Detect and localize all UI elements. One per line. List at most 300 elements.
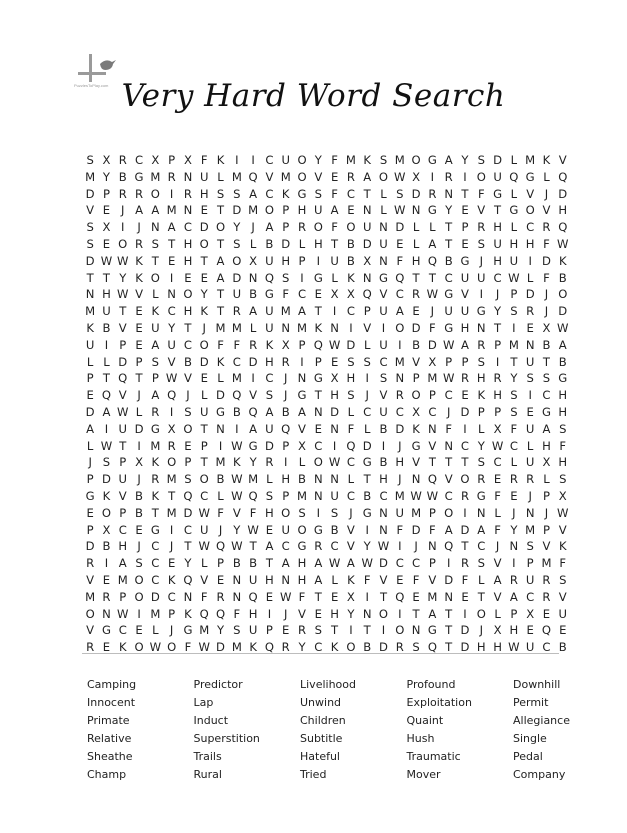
grid-letter: C [281,539,290,554]
grid-letter: H [265,572,274,587]
grid-letter: J [137,539,141,554]
grid-letter: D [379,640,388,655]
grid-letter: V [118,320,127,335]
grid-letter: F [543,236,550,251]
grid-letter: J [430,304,435,319]
grid-letter: I [104,556,109,571]
grid-letter: M [215,455,226,470]
grid-letter: S [86,220,94,235]
grid-letter: T [184,320,192,335]
grid-letter: O [232,253,242,268]
grid-letter: C [395,287,404,302]
grid-letter: B [444,253,453,268]
grid-letter: G [411,438,421,453]
grid-letter: R [460,488,469,503]
grid-letter: E [184,438,192,453]
grid-letter: F [429,522,436,537]
grid-letter: D [134,421,144,436]
grid-row [82,303,571,320]
grid-letter: R [542,572,551,587]
grid-letter: U [525,421,535,436]
grid-letter: X [249,253,258,268]
grid-letter: T [249,539,257,554]
grid-letter: G [541,404,551,419]
grid-letter: A [118,556,127,571]
grid-letter: G [493,186,503,201]
grid-letter: H [118,539,128,554]
grid-letter: S [330,505,339,520]
grid-letter: K [412,421,420,436]
grid-letter: N [444,438,454,453]
grid-letter: T [314,589,322,604]
grid-letter: L [152,623,159,638]
word-item: Profound [406,678,456,691]
grid-letter: O [281,505,291,520]
grid-row [82,572,571,589]
grid-letter: D [395,220,405,235]
grid-letter: N [379,253,388,268]
grid-letter: Y [510,371,518,386]
grid-letter: C [151,572,160,587]
grid-letter: I [495,354,500,369]
grid-letter: I [398,539,402,554]
grid-letter: Y [363,539,371,554]
grid-letter: R [526,304,535,319]
grid-row [82,421,571,438]
grid-letter: P [86,472,94,487]
grid-letter: D [118,354,128,369]
grid-letter: E [396,236,404,251]
grid-letter: A [314,556,323,571]
grid-letter: C [395,404,404,419]
grid-letter: Q [215,606,226,621]
grid-letter: I [381,320,386,335]
grid-letter: T [135,371,143,386]
grid-letter: S [363,354,371,369]
grid-letter: L [86,354,94,369]
grid-letter: V [558,153,567,167]
word-item: Single [513,732,547,745]
grid-letter: K [118,640,127,655]
grid-letter: H [199,186,209,201]
word-item: Camping [87,678,137,691]
grid-letter: R [135,236,144,251]
grid-letter: S [102,455,111,470]
grid-letter: R [395,388,404,403]
grid-letter: M [525,522,536,537]
word-item: Livelihood [300,678,356,691]
grid-letter: S [379,153,388,167]
grid-letter: E [200,203,208,218]
grid-letter: R [542,589,551,604]
grid-letter: C [314,640,323,655]
grid-letter: H [102,287,111,302]
grid-letter: J [479,253,483,268]
grid-letter: I [235,421,239,436]
grid-letter: P [494,404,502,419]
grid-letter: M [231,169,242,184]
grid-letter: P [168,606,176,621]
grid-letter: S [298,505,306,520]
grid-letter: B [232,404,241,419]
grid-letter: M [215,320,226,335]
grid-letter: E [330,589,339,604]
grid-letter: I [463,606,467,621]
grid-letter: W [426,488,439,503]
grid-letter: R [477,220,486,235]
grid-letter: Q [558,220,568,235]
grid-letter: W [279,589,292,604]
grid-letter: B [118,169,127,184]
grid-letter: K [167,572,176,587]
grid-letter: D [330,404,340,419]
grid-letter: C [297,287,307,302]
grid-letter: G [460,253,470,268]
grid-letter: A [428,236,437,251]
grid-letter: Y [168,320,176,335]
grid-letter: V [477,203,486,218]
grid-letter: O [476,169,486,184]
word-item: Mover [406,768,441,781]
grid-letter: V [135,287,143,302]
grid-letter: K [216,354,225,369]
grid-letter: M [85,589,96,604]
grid-letter: F [331,186,338,201]
grid-letter: I [218,438,223,453]
grid-letter: T [119,304,127,319]
grid-letter: S [135,556,143,571]
grid-letter: D [362,438,372,453]
grid-letter: E [135,522,143,537]
grid-letter: M [394,354,405,369]
grid-letter: L [347,472,355,487]
grid-letter: H [558,455,568,470]
grid-letter: E [330,354,339,369]
grid-letter: J [398,472,402,487]
grid-letter: P [282,488,290,503]
grid-letter: O [378,606,389,621]
grid-letter: D [85,253,95,268]
grid-letter: M [541,556,552,571]
grid-letter: I [300,354,304,369]
word-item: Tried [300,768,327,781]
grid-letter: Q [427,253,437,268]
grid-letter: E [86,388,94,403]
grid-letter: O [118,236,128,251]
grid-letter: A [249,186,258,201]
grid-letter: C [151,539,160,554]
grid-letter: U [330,488,339,503]
grid-letter: H [411,253,421,268]
grid-letter: A [298,404,306,419]
grid-letter: E [542,606,551,621]
grid-letter: U [85,337,95,352]
grid-letter: V [314,169,323,184]
grid-letter: I [137,606,141,621]
grid-letter: J [284,371,288,386]
grid-letter: B [183,354,192,369]
grid-letter: O [199,472,209,487]
grid-letter: R [281,640,290,655]
grid-letter: U [118,421,127,436]
grid-letter: N [379,522,388,537]
grid-letter: L [298,455,306,470]
grid-row [82,286,571,303]
grid-letter: I [300,270,304,285]
grid-letter: E [265,589,274,604]
grid-letter: J [202,320,206,335]
grid-letter: K [102,488,111,503]
grid-letter: Q [362,287,372,302]
grid-letter: B [102,539,111,554]
grid-letter: Q [183,488,193,503]
grid-letter: W [508,640,520,655]
grid-letter: I [121,220,125,235]
grid-letter: E [135,623,143,638]
grid-letter: Y [477,438,485,453]
grid-letter: L [249,236,257,251]
grid-letter: P [428,388,436,403]
grid-row [82,236,571,253]
grid-letter: K [86,320,94,335]
grid-letter: L [380,203,387,218]
grid-letter: W [117,253,129,268]
grid-letter: C [526,220,535,235]
grid-letter: F [249,505,257,520]
grid-letter: B [363,640,372,655]
grid-letter: U [379,337,388,352]
grid-row [82,505,571,522]
grid-letter: W [508,270,520,285]
grid-letter: D [281,236,291,251]
grid-letter: V [298,606,306,621]
grid-letter: J [137,388,141,403]
grid-letter: U [493,169,502,184]
grid-letter: W [117,404,129,419]
grid-letter: G [297,388,307,403]
grid-letter: Q [199,606,209,621]
grid-letter: T [461,455,469,470]
grid-letter: T [314,304,322,319]
grid-letter: G [313,371,323,386]
grid-letter: V [232,505,241,520]
grid-letter: B [102,320,111,335]
grid-letter: H [493,220,502,235]
grid-letter: Q [167,388,177,403]
grid-letter: B [558,640,567,655]
grid-letter: B [135,488,144,503]
grid-letter: S [184,404,192,419]
grid-letter: D [493,153,503,167]
grid-letter: Q [248,488,258,503]
grid-letter: N [330,320,339,335]
grid-letter: Q [215,539,226,554]
grid-row [82,589,571,606]
grid-letter: I [251,371,255,386]
grid-letter: U [444,304,453,319]
grid-letter: R [477,472,486,487]
grid-letter: E [102,640,111,655]
grid-letter: N [183,203,193,218]
grid-letter: J [218,522,223,537]
grid-letter: N [411,203,421,218]
grid-letter: X [330,371,339,386]
grid-letter: U [232,287,242,302]
grid-letter: T [494,320,502,335]
grid-letter: F [396,522,404,537]
grid-letter: L [429,220,436,235]
grid-letter: I [349,320,353,335]
grid-letter: M [150,606,161,621]
word-item: Primate [87,714,130,727]
grid-letter: C [428,404,437,419]
grid-letter: R [314,539,323,554]
grid-letter: E [102,236,111,251]
grid-letter: H [330,388,339,403]
grid-letter: L [200,556,208,571]
grid-letter: H [509,236,519,251]
grid-letter: Q [281,421,291,436]
word-column [407,676,514,784]
grid-letter: J [544,304,549,319]
grid-letter: F [233,606,241,621]
grid-letter: T [412,606,420,621]
grid-letter: L [510,220,518,235]
grid-letter: A [444,522,453,537]
grid-letter: T [428,270,436,285]
grid-letter: R [135,186,144,201]
letter-grid [82,152,571,656]
word-item: Subtitle [300,732,343,745]
page-title: Very Hard Word Search [121,78,506,114]
grid-letter: I [463,421,467,436]
grid-letter: W [117,606,129,621]
grid-letter: D [460,404,470,419]
grid-letter: O [167,455,177,470]
grid-letter: P [282,220,290,235]
grid-letter: B [265,236,274,251]
grid-letter: O [134,640,144,655]
grid-letter: E [493,472,502,487]
grid-letter: H [525,236,535,251]
grid-letter: G [150,522,160,537]
grid-letter: N [362,203,372,218]
grid-letter: S [347,388,355,403]
grid-letter: M [345,153,356,167]
grid-letter: J [284,388,288,403]
grid-letter: B [542,337,551,352]
grid-letter: W [557,236,569,251]
grid-letter: K [347,572,355,587]
grid-letter: U [281,153,290,167]
grid-letter: P [510,287,518,302]
grid-letter: W [426,287,439,302]
grid-letter: J [544,287,549,302]
grid-letter: A [363,169,372,184]
word-item: Company [513,768,566,781]
grid-letter: N [411,472,421,487]
grid-letter: R [102,589,111,604]
grid-letter: N [444,589,454,604]
grid-letter: P [86,522,94,537]
grid-letter: D [216,388,225,403]
grid-letter: P [119,455,127,470]
grid-letter: T [510,354,518,369]
grid-letter: L [510,455,518,470]
grid-letter: U [379,404,388,419]
grid-row [82,253,571,270]
grid-letter: C [379,488,388,503]
grid-letter: T [445,623,453,638]
grid-letter: G [248,438,258,453]
grid-letter: S [526,539,534,554]
grid-letter: C [314,438,323,453]
grid-letter: Q [248,169,258,184]
grid-letter: E [135,337,143,352]
grid-letter: F [559,556,567,571]
word-item: Downhill [513,678,561,691]
grid-letter: U [525,354,535,369]
grid-letter: U [460,304,470,319]
grid-letter: C [477,539,486,554]
grid-letter: S [151,354,160,369]
grid-row [82,370,571,387]
grid-letter: C [509,438,518,453]
grid-letter: U [493,236,502,251]
grid-letter: P [494,337,502,352]
grid-letter: D [346,337,356,352]
grid-letter: B [216,472,225,487]
grid-letter: L [135,404,143,419]
grid-letter: G [85,488,95,503]
grid-letter: Q [118,371,128,386]
grid-letter: C [493,455,502,470]
grid-letter: H [265,354,274,369]
grid-row [82,387,571,404]
grid-letter: J [495,539,500,554]
grid-letter: K [151,304,160,319]
grid-letter: F [445,421,453,436]
grid-letter: D [183,505,193,520]
grid-letter: J [544,505,549,520]
grid-letter: G [297,186,307,201]
grid-letter: L [494,606,501,621]
grid-letter: J [446,404,451,419]
grid-letter: O [476,606,486,621]
grid-letter: W [231,472,243,487]
grid-letter: X [151,153,160,167]
grid-letter: U [167,337,176,352]
grid-letter: Y [445,203,453,218]
grid-letter: M [248,472,259,487]
grid-letter: W [165,371,178,386]
grid-letter: D [216,640,225,655]
grid-letter: M [427,589,438,604]
grid-letter: S [477,556,485,571]
grid-letter: E [86,505,94,520]
grid-letter: L [103,354,110,369]
grid-letter: P [86,371,94,386]
grid-letter: E [167,556,176,571]
grid-letter: I [528,388,532,403]
grid-letter: W [198,505,210,520]
grid-letter: W [328,337,341,352]
grid-letter: E [102,572,111,587]
grid-letter: L [152,287,159,302]
grid-letter: P [445,354,453,369]
grid-letter: B [363,488,372,503]
grid-letter: D [411,522,421,537]
